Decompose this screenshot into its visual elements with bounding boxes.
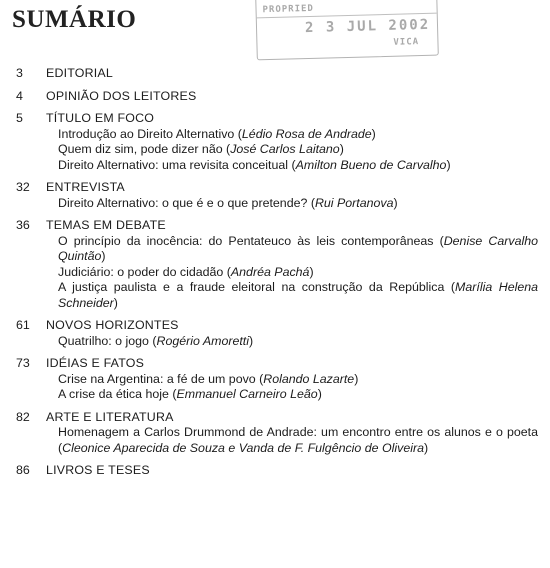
toc-entry-paren-open: ( (433, 233, 444, 248)
toc-entry-paren-close: ) (393, 195, 398, 210)
toc-entry-paren-close: ) (317, 387, 322, 401)
toc-page-number: 32 (16, 180, 30, 194)
toc-entry-title: Homenagem a Carlos Drummond de Andrade: um encontro entre os alunos e o poeta (58, 425, 538, 439)
stamp-top-text: PROPRIED (262, 3, 315, 16)
toc-page-number: 36 (16, 218, 30, 232)
toc-entry-author: Marília Helena Schneider (58, 280, 539, 310)
toc-entry-paren-close: ) (101, 249, 106, 263)
toc-entry-title: A justiça paulista e a fraude eleitoral na construção da República (58, 280, 445, 294)
toc-entry (58, 372, 538, 388)
toc-section (16, 463, 538, 479)
toc-section-heading (16, 89, 538, 105)
toc-section-heading (16, 66, 538, 82)
toc-section-heading (16, 356, 538, 372)
toc-entry-paren-open: ( (234, 126, 242, 141)
toc-entry-paren-open: ( (58, 440, 63, 455)
toc-page-number: 61 (16, 318, 30, 332)
toc-section-heading (16, 463, 538, 479)
toc-section-title: ARTE E LITERATURA (46, 409, 174, 424)
toc-entry-author: Rolando Lazarte (263, 371, 355, 386)
toc-section (16, 66, 538, 82)
toc-entry-paren-open: ( (168, 387, 177, 401)
toc-section-title: EDITORIAL (46, 66, 113, 80)
toc-section-title: OPINIÃO DOS LEITORES (46, 88, 197, 103)
toc-entry-paren-open: ( (307, 195, 315, 210)
toc-entry-title: Quatrilho: o jogo (58, 333, 149, 348)
toc-section (16, 356, 538, 403)
toc-entry-author: Rui Portanova (314, 195, 394, 210)
toc-section (16, 410, 538, 457)
toc-section (16, 89, 538, 105)
page-title: SUMÁRIO (12, 6, 137, 33)
toc-page-number: 4 (16, 88, 23, 103)
toc-entry (58, 425, 538, 456)
toc-entry-title: Introdução ao Direito Alternativo (58, 126, 235, 141)
toc-page-number: 3 (16, 66, 23, 80)
toc-entry (58, 387, 538, 403)
toc-entries (58, 425, 538, 456)
toc-entry-paren-close: ) (309, 264, 314, 279)
toc-entries (58, 334, 538, 350)
toc-section (16, 180, 538, 211)
toc-entries (58, 196, 538, 212)
toc-section (16, 218, 538, 311)
toc-entry-author: Andréa Pachá (230, 264, 310, 279)
toc-entry-paren-open: ( (288, 157, 296, 172)
toc-section-title: IDÉIAS E FATOS (46, 356, 145, 370)
toc-entry (58, 280, 538, 311)
toc-entries (58, 234, 538, 312)
toc-section-title: TÍTULO EM FOCO (46, 111, 155, 125)
toc-entry-paren-open: ( (223, 264, 231, 279)
toc-entry-paren-close: ) (113, 295, 118, 310)
toc-entry-title: Judiciário: o poder do cidadão (58, 264, 224, 279)
toc-section-heading (16, 410, 538, 426)
toc-section-title: TEMAS EM DEBATE (46, 218, 166, 232)
library-stamp (255, 0, 439, 60)
toc-entry (58, 142, 538, 158)
toc-entry (58, 127, 538, 143)
toc-entry-author: Denise Carvalho Quintão (58, 233, 538, 263)
toc-entry-paren-close: ) (424, 440, 429, 455)
toc-entry-title: Crise na Argentina: a fé de um povo (58, 371, 256, 386)
stamp-bottom-text: VICA (393, 37, 420, 48)
toc-section-heading (16, 318, 538, 334)
toc-entry-paren-close: ) (371, 126, 376, 141)
toc-entry-paren-open: ( (148, 333, 157, 348)
toc-section-title: LIVROS E TESES (46, 463, 150, 477)
toc-entry-title: Quem diz sim, pode dizer não (58, 142, 223, 156)
toc-entries (58, 127, 538, 174)
toc-entry-author: Rogério Amoretti (156, 333, 250, 348)
toc-entry (58, 265, 538, 281)
toc-entry-author: Emmanuel Carneiro Leão (176, 387, 318, 401)
toc-entry-paren-close: ) (354, 371, 359, 386)
toc-entry-paren-close: ) (249, 333, 254, 348)
toc-entry-paren-open: ( (255, 371, 264, 386)
toc-entry (58, 196, 538, 212)
table-of-contents (16, 66, 538, 486)
toc-page-number: 5 (16, 111, 23, 125)
toc-section-heading (16, 218, 538, 234)
toc-section (16, 111, 538, 173)
toc-entry (58, 158, 538, 174)
toc-section-heading (16, 111, 538, 127)
toc-entry-paren-close: ) (339, 142, 344, 156)
toc-page-number: 82 (16, 409, 30, 424)
toc-entry-title: A crise da ética hoje (58, 387, 169, 401)
toc-entry-paren-close: ) (446, 157, 451, 172)
toc-entry-paren-open: ( (222, 142, 231, 156)
toc-entry-author: Amilton Bueno de Carvalho (295, 157, 447, 172)
toc-page-number: 86 (16, 463, 30, 477)
toc-entry-title: Direito Alternativo: o que é e o que pretende? (58, 195, 308, 210)
toc-entry (58, 234, 538, 265)
toc-section-heading (16, 180, 538, 196)
stamp-date: 2 3 JUL 2002 (304, 16, 431, 37)
toc-entry-title: Direito Alternativo: uma revisita conceitual (58, 157, 289, 172)
toc-section (16, 318, 538, 349)
toc-page-number: 73 (16, 356, 30, 370)
toc-entry-paren-open: ( (444, 280, 456, 294)
toc-section-title: NOVOS HORIZONTES (46, 318, 179, 332)
toc-entries (58, 372, 538, 403)
toc-section-title: ENTREVISTA (46, 180, 125, 194)
toc-entry-title: O princípio da inocência: do Pentateuco às leis contemporâneas (58, 233, 434, 248)
toc-entry-author: Lédio Rosa de Andrade (241, 126, 372, 141)
toc-entry-author: José Carlos Laitano (230, 142, 340, 156)
toc-entry-author: Cleonice Aparecida de Souza e Vanda de F. Fulgêncio de Oliveira (62, 440, 424, 455)
toc-entry (58, 334, 538, 350)
